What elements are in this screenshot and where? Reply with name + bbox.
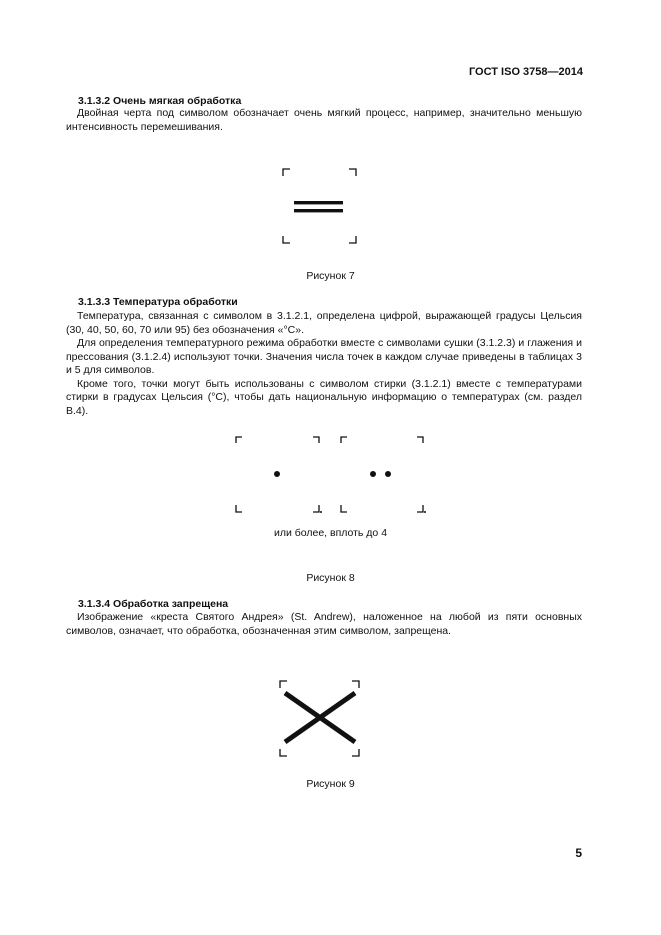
- section-heading-3132: 3.1.3.2 Очень мягкая обработка: [78, 95, 242, 107]
- corner-bottom-left-mark: [341, 505, 347, 512]
- comma-mark: [320, 511, 322, 513]
- corner-top-right-mark: [417, 437, 423, 443]
- corner-bottom-right-mark: [313, 505, 319, 512]
- corner-bottom-right-mark: [352, 749, 359, 756]
- corner-top-right-mark: [352, 681, 359, 688]
- section-heading-3134: 3.1.3.4 Обработка запрещена: [78, 598, 229, 610]
- page-number: 5: [575, 846, 582, 860]
- corner-top-right-mark: [313, 437, 319, 443]
- corner-top-left-mark: [280, 681, 287, 688]
- section-3134-paragraph: [66, 611, 582, 638]
- corner-bottom-left-mark: [280, 749, 287, 756]
- cross-icon: [285, 693, 355, 742]
- double-bar-icon: [294, 201, 343, 212]
- dot-icon: [385, 471, 391, 477]
- paragraph-text: Изображение «креста Святого Андрея» (St. Andrew), наложенное на любой из пяти основных символов, означает, что обработка, обозначенная этим символом, запрещена.: [66, 611, 582, 637]
- paragraph-text: Кроме того, точки могут быть использованы с символом стирки (3.1.2.1) вместе с температурами стирки в градусах Цельсия (°С), чтобы дать национальную информацию о температурах (см. раздел В.4).: [66, 377, 582, 417]
- dot-icon: [274, 471, 280, 477]
- corner-bottom-left-mark: [236, 505, 242, 512]
- figure-8-caption: Рисунок 8: [306, 572, 355, 584]
- paragraph-text: Двойная черта под символом обозначает очень мягкий процесс, например, значительно меньшую интенсивность перемешивания.: [66, 107, 582, 133]
- corner-bottom-right-mark: [349, 236, 356, 243]
- dot-icon: [370, 471, 376, 477]
- section-3133-paragraphs: [66, 310, 582, 418]
- document-header: ГОСТ ISO 3758—2014: [468, 66, 583, 78]
- corner-top-left-mark: [236, 437, 242, 443]
- figure-7-symbol: [283, 169, 356, 243]
- corner-top-right-mark: [349, 169, 356, 176]
- figure-7-caption: Рисунок 7: [306, 270, 355, 282]
- figure-8-note: или более, вплоть до 4: [273, 527, 388, 539]
- corner-top-left-mark: [283, 169, 290, 176]
- corner-top-left-mark: [341, 437, 347, 443]
- paragraph-text: Температура, связанная с символом в 3.1.2.1, определена цифрой, выражающей градусы Цельсия (30, 40, 50, 60, 70 или 95) без обозначения «°С».: [66, 310, 582, 336]
- figure-8-symbol-two-dots: [341, 437, 423, 512]
- comma-mark: [424, 511, 426, 513]
- corner-bottom-right-mark: [417, 505, 423, 512]
- figure-9-caption: Рисунок 9: [306, 778, 355, 790]
- corner-bottom-left-mark: [283, 236, 290, 243]
- section-heading-3133: 3.1.3.3 Температура обработки: [78, 296, 238, 308]
- paragraph-text: Для определения температурного режима обработки вместе с символами сушки (3.1.2.3) и глажения и прессования (3.1.2.4) используют точки. Значения числа точек в каждом случае приведены в таблицах 3 и 5 для символов.: [66, 337, 582, 376]
